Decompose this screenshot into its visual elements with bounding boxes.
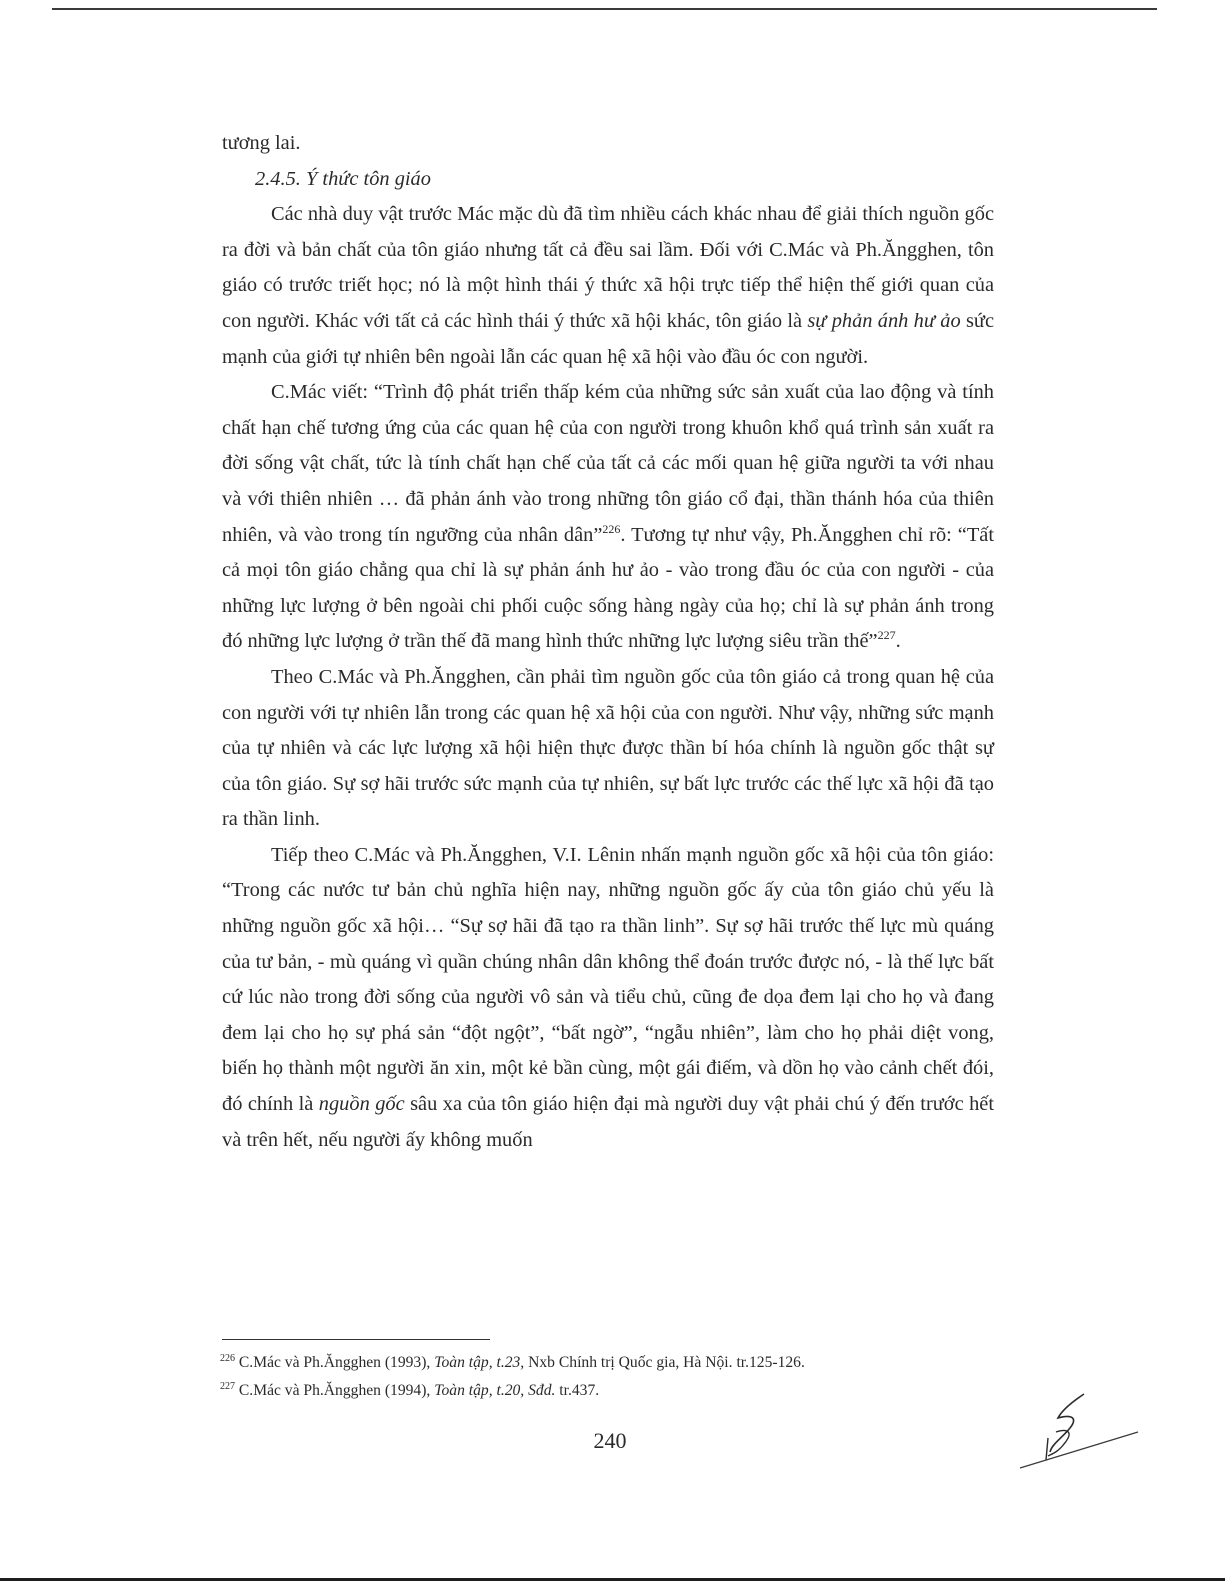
footnote-title: Toàn tập, t.20, Sđd. — [434, 1382, 556, 1399]
section-heading: 2.4.5. Ý thức tôn giáo — [255, 167, 431, 190]
footnote-227 — [220, 1377, 1010, 1405]
paragraph-2 — [222, 375, 994, 660]
scan-top-edge-line — [52, 8, 1157, 10]
main-text — [222, 126, 994, 1158]
paragraph-4-text-b: sâu xa của tôn giáo hiện đại mà người duy vật phải chú ý đến trước hết và trên hết, nếu người ấy không muốn — [222, 1093, 995, 1151]
footnote-226 — [220, 1349, 1010, 1377]
footnote-ref-226[interactable]: 226 — [602, 521, 621, 536]
paragraph-4 — [222, 838, 994, 1158]
footnote-text: Nxb Chính trị Quốc gia, Hà Nội. tr.125-126. — [524, 1354, 805, 1371]
footnote-separator — [222, 1339, 490, 1340]
paragraph-1-text-a: Các nhà duy vật trước Mác mặc dù đã tìm nhiều cách khác nhau để giải thích nguồn gốc ra đời và bản chất của tôn giáo nhưng tất cả đều sai lầm. Đối với C.Mác và Ph.Ăngghen, tôn giáo có trước triết học; nó là một hình thái ý thức xã hội trực tiếp thể hiện thế giới quan của con người. Khác với tất cả các hình thái ý thức xã hội khác, tôn giáo là — [222, 203, 994, 332]
footnote-text: tr.437. — [555, 1382, 600, 1399]
footnote-text: C.Mác và Ph.Ăngghen (1994), — [235, 1382, 435, 1399]
handwritten-signature — [1012, 1388, 1142, 1478]
paragraph-1 — [222, 197, 994, 375]
footnote-title: Toàn tập, t.23, — [434, 1354, 525, 1371]
paragraph-continuation: tương lai. — [222, 132, 301, 154]
footnote-text: C.Mác và Ph.Ăngghen (1993), — [235, 1354, 435, 1371]
paragraph-1-text-b: sức mạnh của giới tự nhiên bên ngoài lẫn các quan hệ xã hội vào đầu óc con người. — [222, 309, 994, 368]
footnotes — [220, 1349, 1010, 1405]
paragraph-3: Theo C.Mác và Ph.Ăngghen, cần phải tìm nguồn gốc của tôn giáo cả trong quan hệ của con người với tự nhiên lẫn trong các quan hệ xã hội của con người. Như vậy, những sức mạnh của tự nhiên và các lực lượng xã hội hiện thực được thần bí hóa chính là nguồn gốc thật sự của tôn giáo. Sự sợ hãi trước sức mạnh của tự nhiên, sự bất lực trước các thế lực xã hội đã tạo ra thần linh. — [222, 665, 994, 831]
paragraph-2-text-a: C.Mác viết: “Trình độ phát triển thấp kém của những sức sản xuất của lao động và tính chất hạn chế tương ứng của các quan hệ của con người trong khuôn khổ quá trình sản xuất ra đời sống vật chất, tức là tính chất hạn chế của tất cả các mối quan hệ giữa người ta với nhau và với thiên nhiên … đã phản ánh vào trong những tôn giáo cổ đại, thần thánh hóa của thiên nhiên, và vào trong tín ngưỡng của nhân dân” — [222, 381, 994, 546]
footnote-number: 227 — [220, 1380, 235, 1392]
paragraph-4-emphasis: nguồn gốc — [318, 1093, 405, 1116]
paragraph-2-text-c: . — [895, 630, 901, 653]
paragraph-1-emphasis: sự phản ánh hư ảo — [807, 309, 961, 332]
page-number: 240 — [593, 1428, 627, 1453]
paragraph-2-text-b: . Tương tự như vậy, Ph.Ăngghen chỉ rõ: “Tất cả mọi tôn giáo chẳng qua chỉ là sự phản ánh hư ảo - vào trong đầu óc của con người - của những lực lượng ở bên ngoài chi phối cuộc sống hàng ngày của họ; chỉ là sự phản ánh trong đó những lực lượng ở trần thế đã mang hình thức những lực lượng siêu trần thế” — [222, 523, 994, 653]
paragraph-4-text-a: Tiếp theo C.Mác và Ph.Ăngghen, V.I. Lênin nhấn mạnh nguồn gốc xã hội của tôn giáo: “Trong các nước tư bản chủ nghĩa hiện nay, những nguồn gốc ấy của tôn giáo chủ yếu là những nguồn gốc xã hội… “Sự sợ hãi đã tạo ra thần linh”. Sự sợ hãi trước thế lực mù quáng của tư bản, - mù quáng vì quần chúng nhân dân không thể đoán trước được nó, - là thế lực bất cứ lúc nào trong đời sống của người vô sản và tiểu chủ, cũng đe dọa đem lại cho họ và đang đem lại cho họ sự phá sản “đột ngột”, “bất ngờ”, “ngẫu nhiên”, làm cho họ phải diệt vong, biến họ thành một người ăn xin, một kẻ bần cùng, một gái điếm, và dồn họ vào cảnh chết đói, đó chính là — [222, 843, 994, 1116]
footnote-number: 226 — [220, 1352, 235, 1364]
footnote-ref-227[interactable]: 227 — [877, 628, 896, 643]
scan-bottom-edge-line — [0, 1578, 1225, 1581]
